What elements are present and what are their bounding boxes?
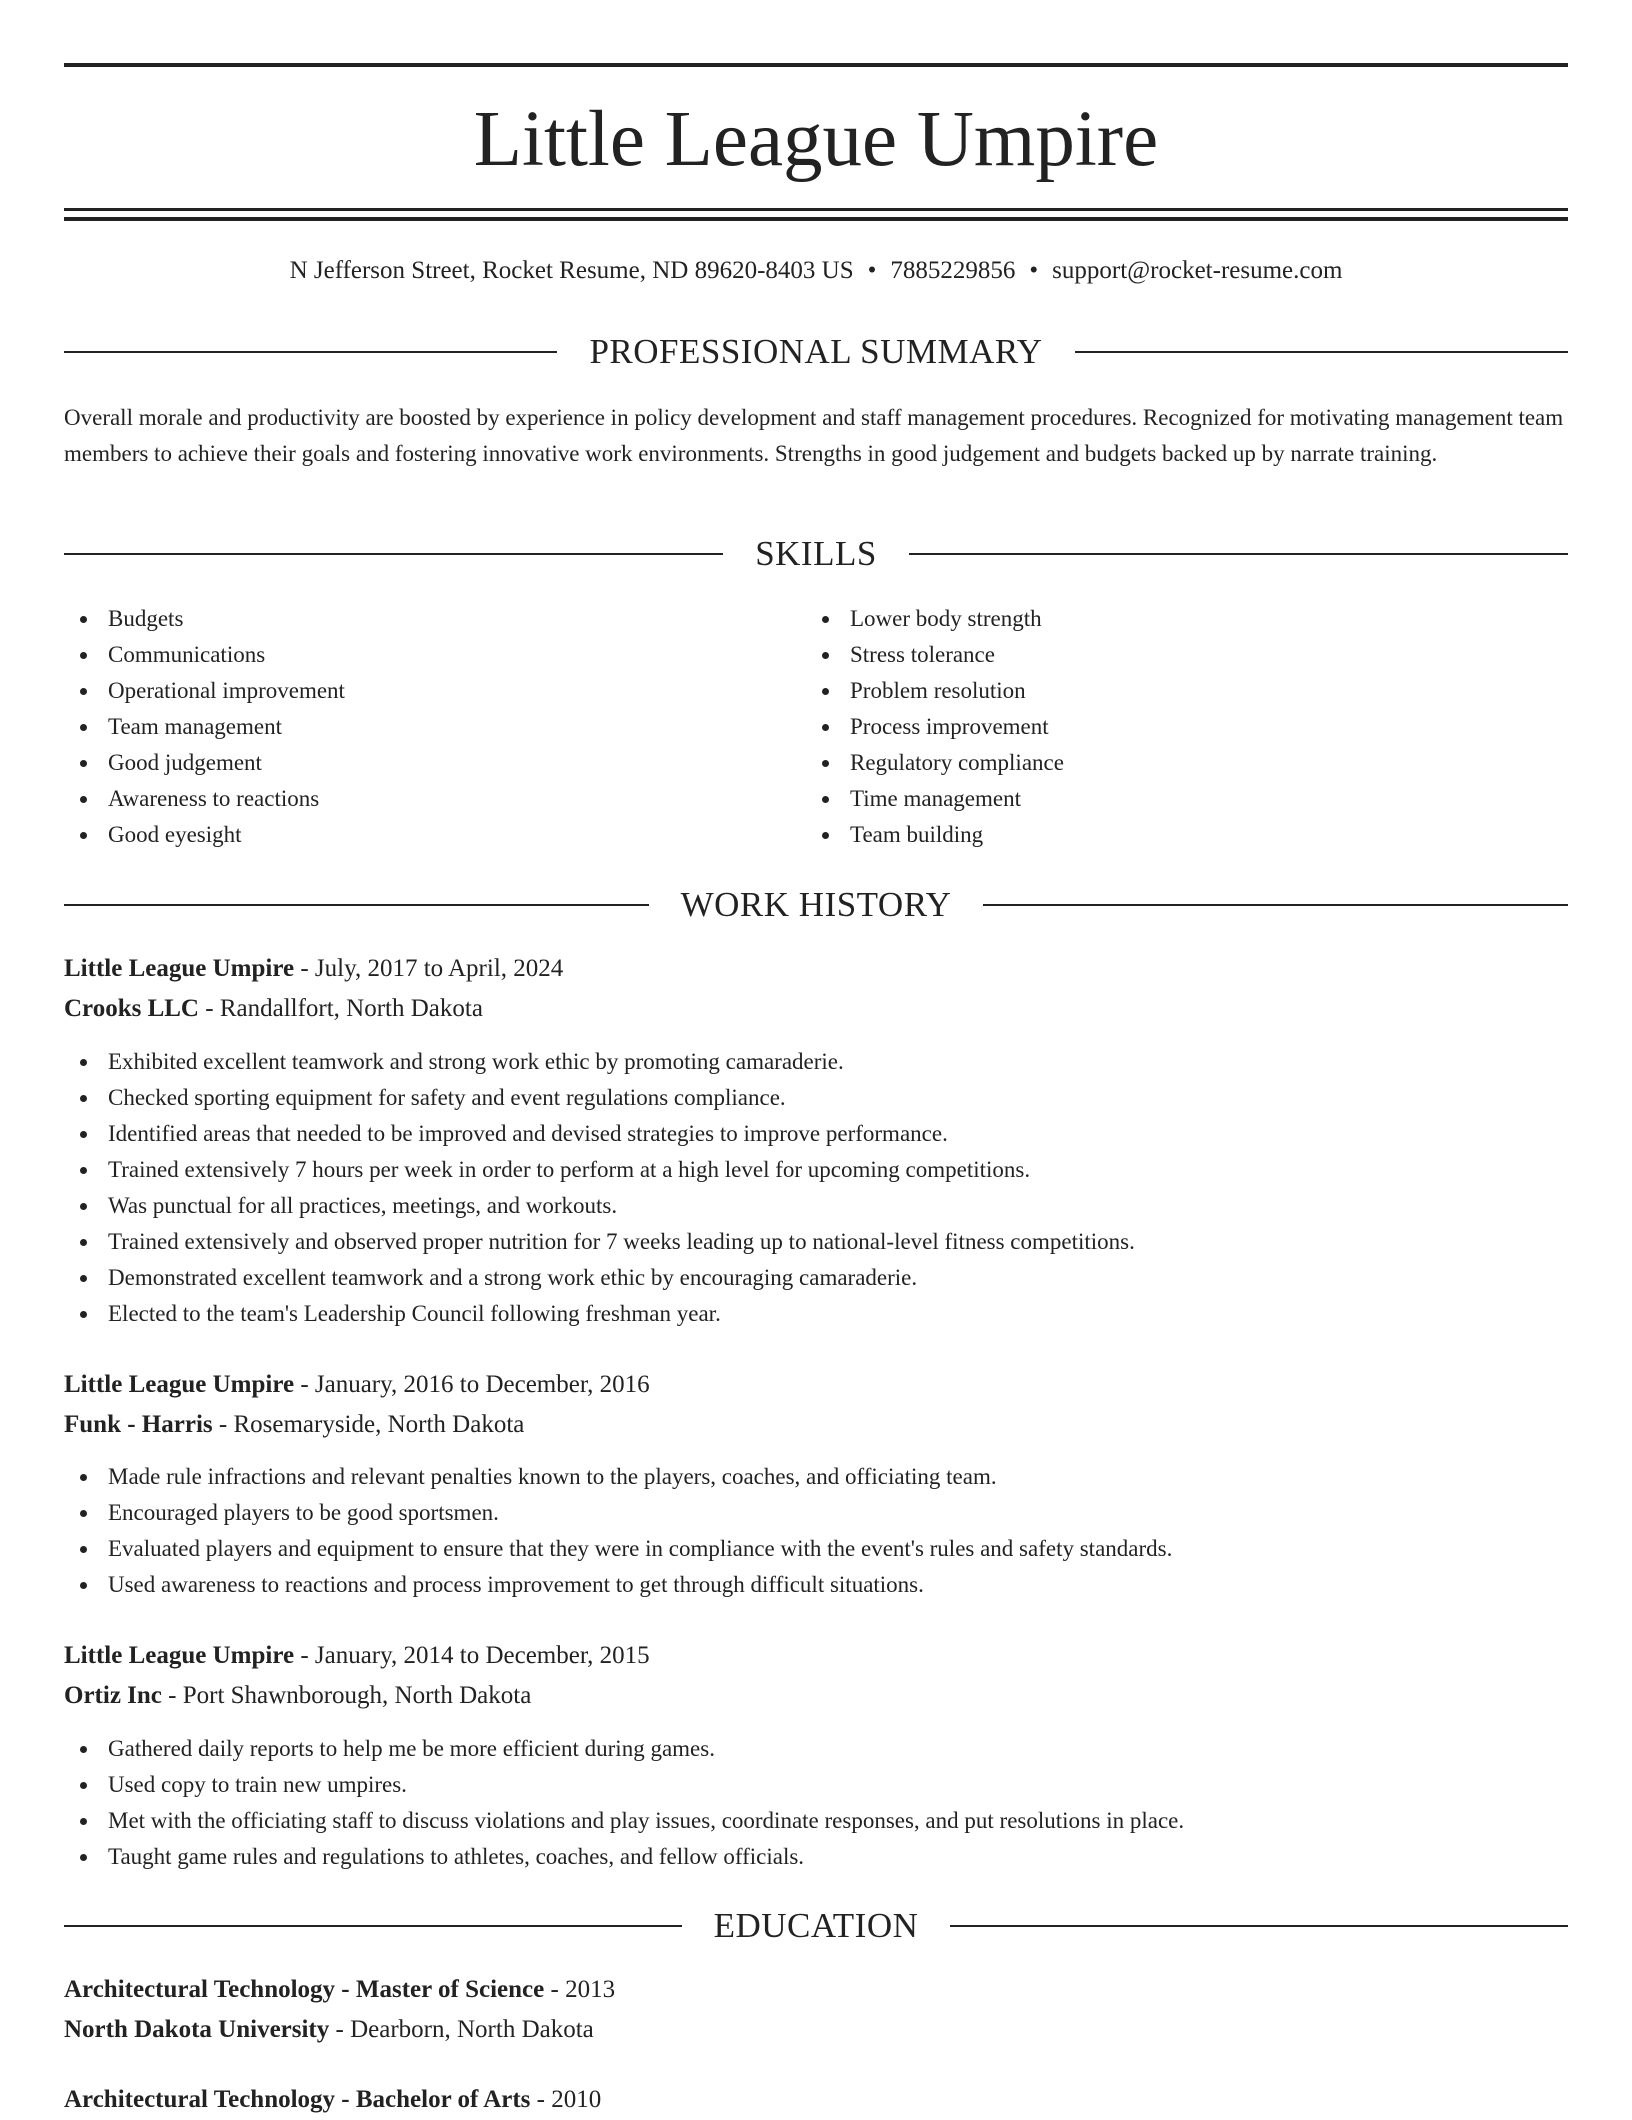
education-year: - 2010 bbox=[530, 2086, 602, 2113]
job-bullet: Trained extensively and observed proper nutrition for 7 weeks leading up to national-level fitness competitions. bbox=[64, 1224, 1568, 1260]
job-bullets bbox=[64, 1459, 1568, 1603]
contact-line bbox=[64, 255, 1568, 287]
contact-separator: • bbox=[1029, 257, 1039, 284]
education-year: - 2013 bbox=[544, 1976, 616, 2003]
job-bullet: Identified areas that needed to be improved and devised strategies to improve performance. bbox=[64, 1116, 1568, 1152]
skill-item: Good eyesight bbox=[64, 817, 804, 853]
education-school-line bbox=[64, 2010, 1568, 2050]
skill-item: Problem resolution bbox=[806, 673, 1546, 709]
education-school: North Dakota University bbox=[64, 2016, 330, 2043]
job-role: Little League Umpire bbox=[64, 955, 295, 982]
job-bullet: Evaluated players and equipment to ensure that they were in compliance with the event's rules and safety standards. bbox=[64, 1531, 1568, 1567]
skill-item: Time management bbox=[806, 781, 1546, 817]
skills-title: SKILLS bbox=[755, 534, 877, 573]
education-degree: Architectural Technology - Master of Science bbox=[64, 1976, 545, 2003]
job-title-line bbox=[64, 949, 1568, 989]
education-degree-line bbox=[64, 1970, 1568, 2010]
job-dates: - July, 2017 to April, 2024 bbox=[294, 955, 564, 982]
skill-item: Good judgement bbox=[64, 745, 804, 781]
job-bullets bbox=[64, 1731, 1568, 1875]
resume-name: Little League Umpire bbox=[473, 96, 1159, 183]
job-bullet: Used awareness to reactions and process improvement to get through difficult situations. bbox=[64, 1567, 1568, 1603]
heading-rule-right bbox=[1075, 351, 1568, 353]
summary-heading bbox=[64, 330, 1568, 374]
job-dates: - January, 2016 to December, 2016 bbox=[294, 1371, 650, 1398]
skill-item: Communications bbox=[64, 637, 804, 673]
work-title: WORK HISTORY bbox=[680, 885, 952, 924]
contact-phone: 7885229856 bbox=[890, 257, 1016, 284]
job-bullet: Used copy to train new umpires. bbox=[64, 1767, 1568, 1803]
job-bullet: Demonstrated excellent teamwork and a strong work ethic by encouraging camaraderie. bbox=[64, 1260, 1568, 1296]
summary-title: PROFESSIONAL SUMMARY bbox=[589, 332, 1043, 371]
job-bullet: Checked sporting equipment for safety and event regulations compliance. bbox=[64, 1080, 1568, 1116]
skills-column-right bbox=[806, 601, 1546, 853]
skills-column-left bbox=[64, 601, 804, 853]
job-title-line bbox=[64, 1636, 1568, 1676]
job-company: Funk - Harris bbox=[64, 1411, 213, 1438]
skill-item: Operational improvement bbox=[64, 673, 804, 709]
skill-item: Regulatory compliance bbox=[806, 745, 1546, 781]
job-company-line bbox=[64, 989, 1568, 1029]
skill-item: Process improvement bbox=[806, 709, 1546, 745]
summary-text: Overall morale and productivity are boosted by experience in policy development and staff management procedures. Recognized for motivating management team members to achieve their goals and fostering innovative work environments. Strengths in good judgement and budgets backed up by narrate training. bbox=[64, 405, 1564, 466]
top-rule bbox=[64, 63, 1568, 67]
education-title: EDUCATION bbox=[713, 1906, 919, 1945]
skill-item: Budgets bbox=[64, 601, 804, 637]
job-company: Ortiz Inc bbox=[64, 1682, 162, 1709]
heading-rule-left bbox=[64, 1925, 682, 1927]
heading-rule-right bbox=[950, 1925, 1568, 1927]
contact-address: N Jefferson Street, Rocket Resume, ND 89620-8403 US bbox=[289, 257, 854, 284]
job-bullet: Encouraged players to be good sportsmen. bbox=[64, 1495, 1568, 1531]
skill-item: Team management bbox=[64, 709, 804, 745]
contact-email: support@rocket-resume.com bbox=[1052, 257, 1343, 284]
job-role: Little League Umpire bbox=[64, 1371, 295, 1398]
contact-separator: • bbox=[867, 257, 877, 284]
job-company-line bbox=[64, 1405, 1568, 1445]
work-heading bbox=[64, 883, 1568, 927]
job-bullet: Was punctual for all practices, meetings, and workouts. bbox=[64, 1188, 1568, 1224]
job-bullet: Taught game rules and regulations to athletes, coaches, and fellow officials. bbox=[64, 1839, 1568, 1875]
job-dates: - January, 2014 to December, 2015 bbox=[294, 1642, 650, 1669]
skill-item: Team building bbox=[806, 817, 1546, 853]
job-company-line bbox=[64, 1676, 1568, 1716]
heading-rule-left bbox=[64, 553, 723, 555]
job-title-line bbox=[64, 1365, 1568, 1405]
heading-rule-left bbox=[64, 904, 649, 906]
job-bullet: Elected to the team's Leadership Council following freshman year. bbox=[64, 1296, 1568, 1332]
job-bullet: Exhibited excellent teamwork and strong work ethic by promoting camaraderie. bbox=[64, 1044, 1568, 1080]
skill-item: Lower body strength bbox=[806, 601, 1546, 637]
job-bullet: Made rule infractions and relevant penalties known to the players, coaches, and officiating team. bbox=[64, 1459, 1568, 1495]
education-location: - Dearborn, North Dakota bbox=[329, 2016, 594, 2043]
job-company: Crooks LLC bbox=[64, 995, 199, 1022]
skill-item: Stress tolerance bbox=[806, 637, 1546, 673]
job-bullet: Trained extensively 7 hours per week in order to perform at a high level for upcoming competitions. bbox=[64, 1152, 1568, 1188]
job-role: Little League Umpire bbox=[64, 1642, 295, 1669]
skill-item: Awareness to reactions bbox=[64, 781, 804, 817]
job-bullet: Gathered daily reports to help me be more efficient during games. bbox=[64, 1731, 1568, 1767]
heading-rule-right bbox=[983, 904, 1568, 906]
header-double-rule bbox=[64, 208, 1568, 221]
job-bullet: Met with the officiating staff to discuss violations and play issues, coordinate responses, and put resolutions in place. bbox=[64, 1803, 1568, 1839]
job-location: - Port Shawnborough, North Dakota bbox=[161, 1682, 532, 1709]
heading-rule-left bbox=[64, 351, 557, 353]
education-degree: Architectural Technology - Bachelor of Arts bbox=[64, 2086, 531, 2113]
job-location: - Rosemaryside, North Dakota bbox=[212, 1411, 525, 1438]
skills-heading bbox=[64, 532, 1568, 576]
heading-rule-right bbox=[909, 553, 1568, 555]
education-degree-line bbox=[64, 2080, 1568, 2120]
job-location: - Randallfort, North Dakota bbox=[199, 995, 483, 1022]
job-bullets bbox=[64, 1044, 1568, 1332]
education-heading bbox=[64, 1904, 1568, 1948]
